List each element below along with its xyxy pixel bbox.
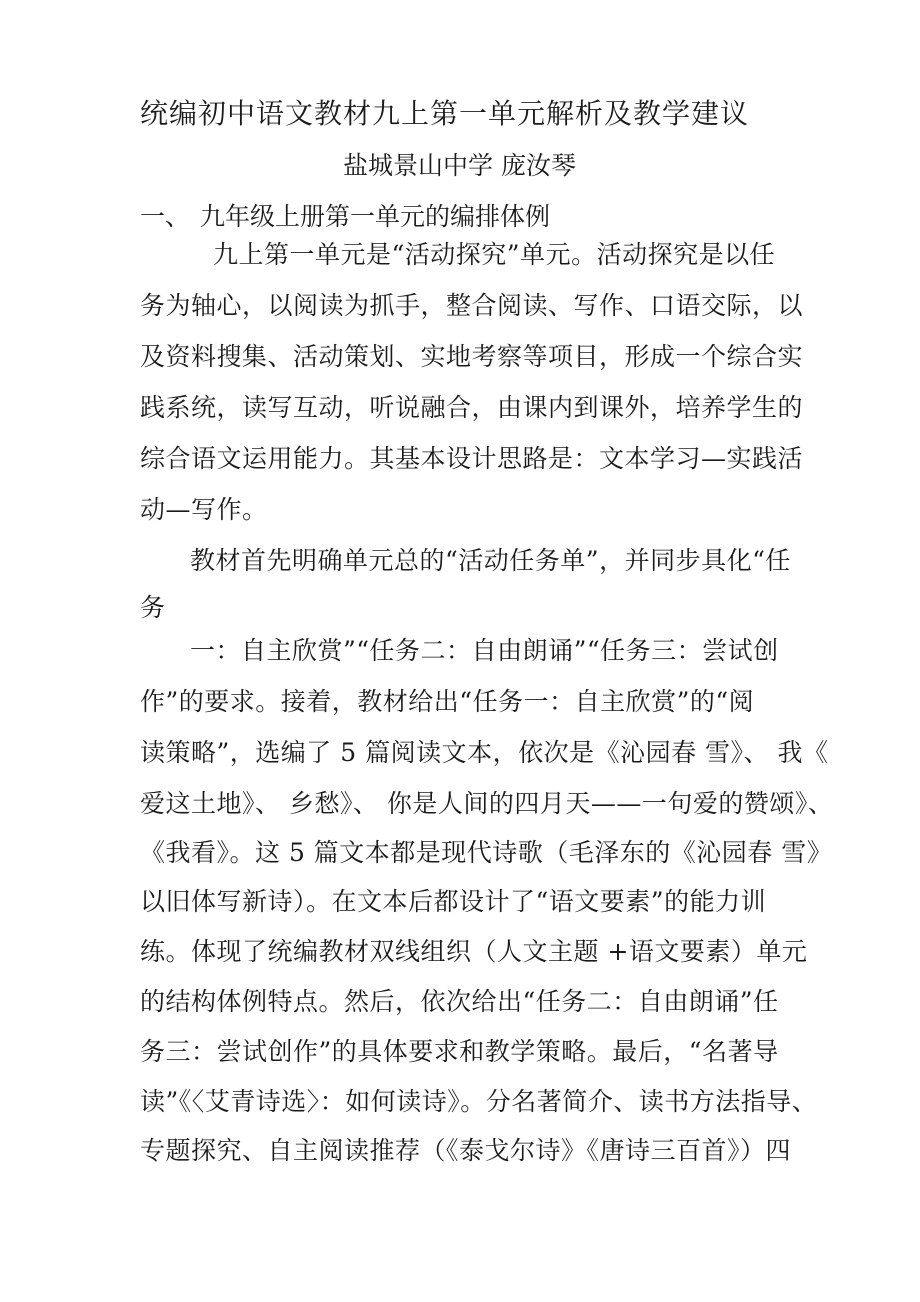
paragraph-line: 《我看》。这 5 篇文本都是现代诗歌（毛泽东的《沁园春 雪》 (140, 838, 833, 867)
paragraph-line: 一：自主欣赏”“任务二：自由朗诵”“任务三：尝试创 (190, 636, 779, 665)
paragraph-line: 爱这土地》、 乡愁》、 你是人间的四月天——一句爱的赞颂》、 (140, 789, 834, 818)
paragraph-line: 九上第一单元是“活动探究”单元。活动探究是以任 (213, 240, 776, 269)
paragraph-line: 读”《〈艾青诗选〉：如何读诗》。分名著简介、读书方法指导、 (140, 1087, 818, 1116)
paragraph-line: 教材首先明确单元总的“活动任务单”，并同步具化“任 (190, 546, 791, 575)
paragraph-line: 读策略”，选编了 5 篇阅读文本，依次是《沁园春 雪》、 我《 (140, 738, 829, 767)
paragraph-line: 综合语文运用能力。其基本设计思路是：文本学习—实践活 (140, 444, 804, 473)
paragraph-line: 作”的要求。接着，教材给出“任务一：自主欣赏”的“阅 (140, 687, 755, 716)
paragraph-line: 务 (140, 593, 166, 622)
paragraph-line: 及资料搜集、活动策划、实地考察等项目，形成一个综合实 (140, 342, 804, 371)
paragraph-line: 践系统，读写互动，听说融合，由课内到课外，培养学生的 (140, 393, 804, 422)
paragraph-line: 练。体现了统编教材双线组织（人文主题 +语文要素）单元 (140, 937, 808, 966)
author-line: 盐城景山中学 庞汝琴 (343, 151, 576, 180)
section-heading (140, 197, 550, 233)
paragraph-line: 务三：尝试创作”的具体要求和教学策略。最后，“名著导 (140, 1037, 779, 1066)
section-title: 九年级上册第一单元的编排体例 (200, 202, 551, 231)
paragraph-line: 动—写作。 (140, 495, 268, 524)
section-number: 一、 (140, 202, 191, 231)
document-title: 统编初中语文教材九上第一单元解析及教学建议 (140, 97, 750, 130)
paragraph-line: 务为轴心，以阅读为抓手，整合阅读、写作、口语交际，以 (140, 291, 804, 320)
paragraph-line: 以旧体写新诗）。在文本后都设计了“语文要素”的能力训 (140, 887, 767, 916)
paragraph-line: 专题探究、自主阅读推荐（《泰戈尔诗》《唐诗三百首》）四 (140, 1136, 792, 1165)
paragraph-line: 的结构体例特点。然后，依次给出“任务二：自由朗诵”任 (140, 987, 779, 1016)
